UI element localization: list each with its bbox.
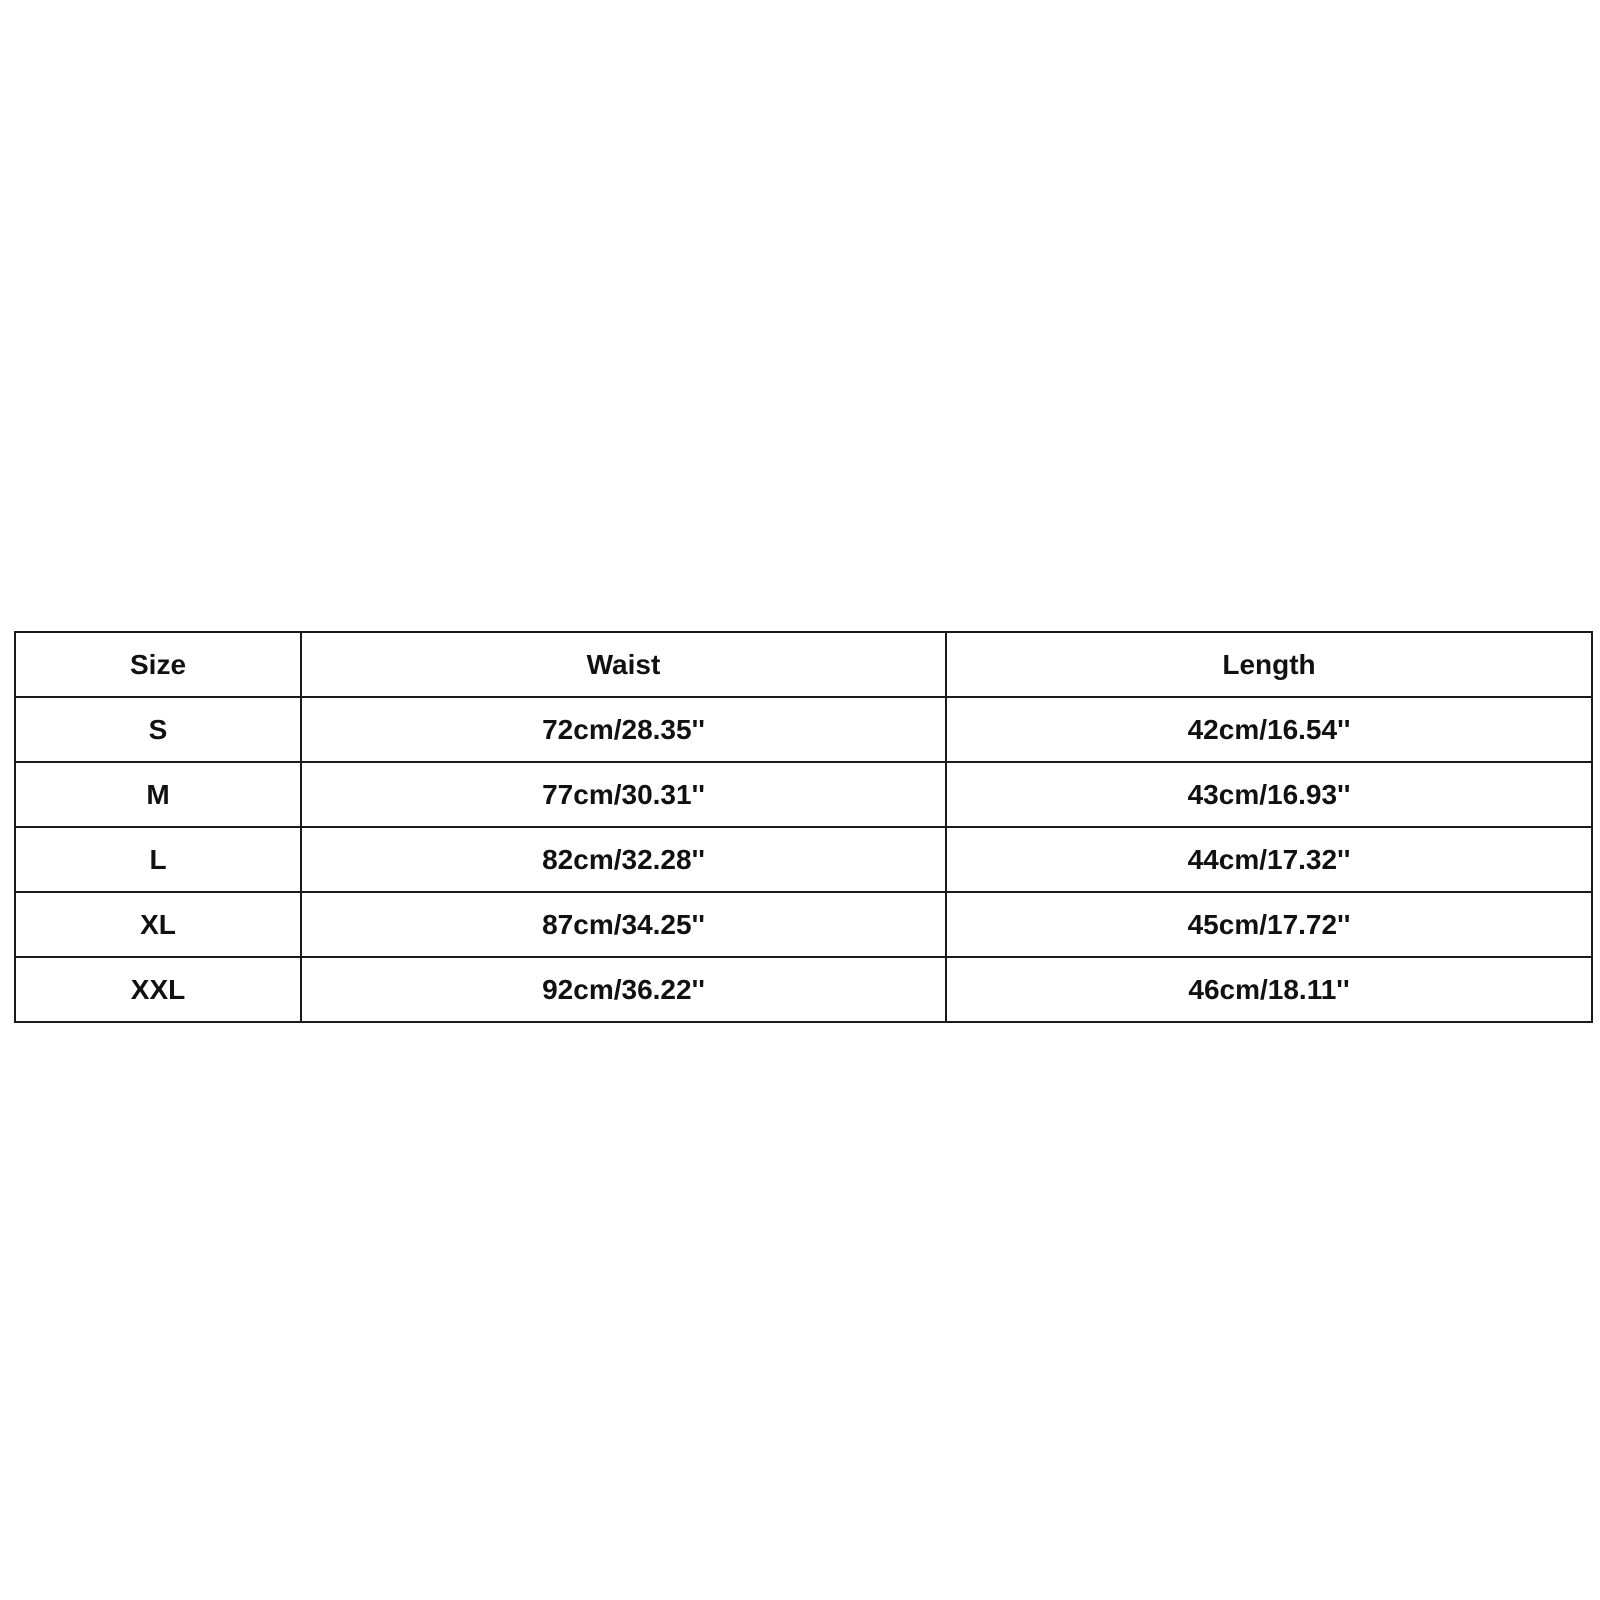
length-cell: 45cm/17.72'': [946, 892, 1592, 957]
size-cell: M: [15, 762, 301, 827]
table-row: [15, 697, 1592, 762]
waist-cell: 72cm/28.35'': [301, 697, 946, 762]
table-row: [15, 892, 1592, 957]
size-cell: XXL: [15, 957, 301, 1022]
size-chart-table: [14, 631, 1593, 1023]
table-header-row: [15, 632, 1592, 697]
table-row: [15, 827, 1592, 892]
length-cell: 43cm/16.93'': [946, 762, 1592, 827]
length-cell: 46cm/18.11'': [946, 957, 1592, 1022]
size-cell: S: [15, 697, 301, 762]
size-cell: XL: [15, 892, 301, 957]
waist-cell: 82cm/32.28'': [301, 827, 946, 892]
header-size: Size: [15, 632, 301, 697]
waist-cell: 92cm/36.22'': [301, 957, 946, 1022]
waist-cell: 77cm/30.31'': [301, 762, 946, 827]
header-waist: Waist: [301, 632, 946, 697]
length-cell: 44cm/17.32'': [946, 827, 1592, 892]
table-row: [15, 957, 1592, 1022]
waist-cell: 87cm/34.25'': [301, 892, 946, 957]
length-cell: 42cm/16.54'': [946, 697, 1592, 762]
size-cell: L: [15, 827, 301, 892]
table-row: [15, 762, 1592, 827]
header-length: Length: [946, 632, 1592, 697]
